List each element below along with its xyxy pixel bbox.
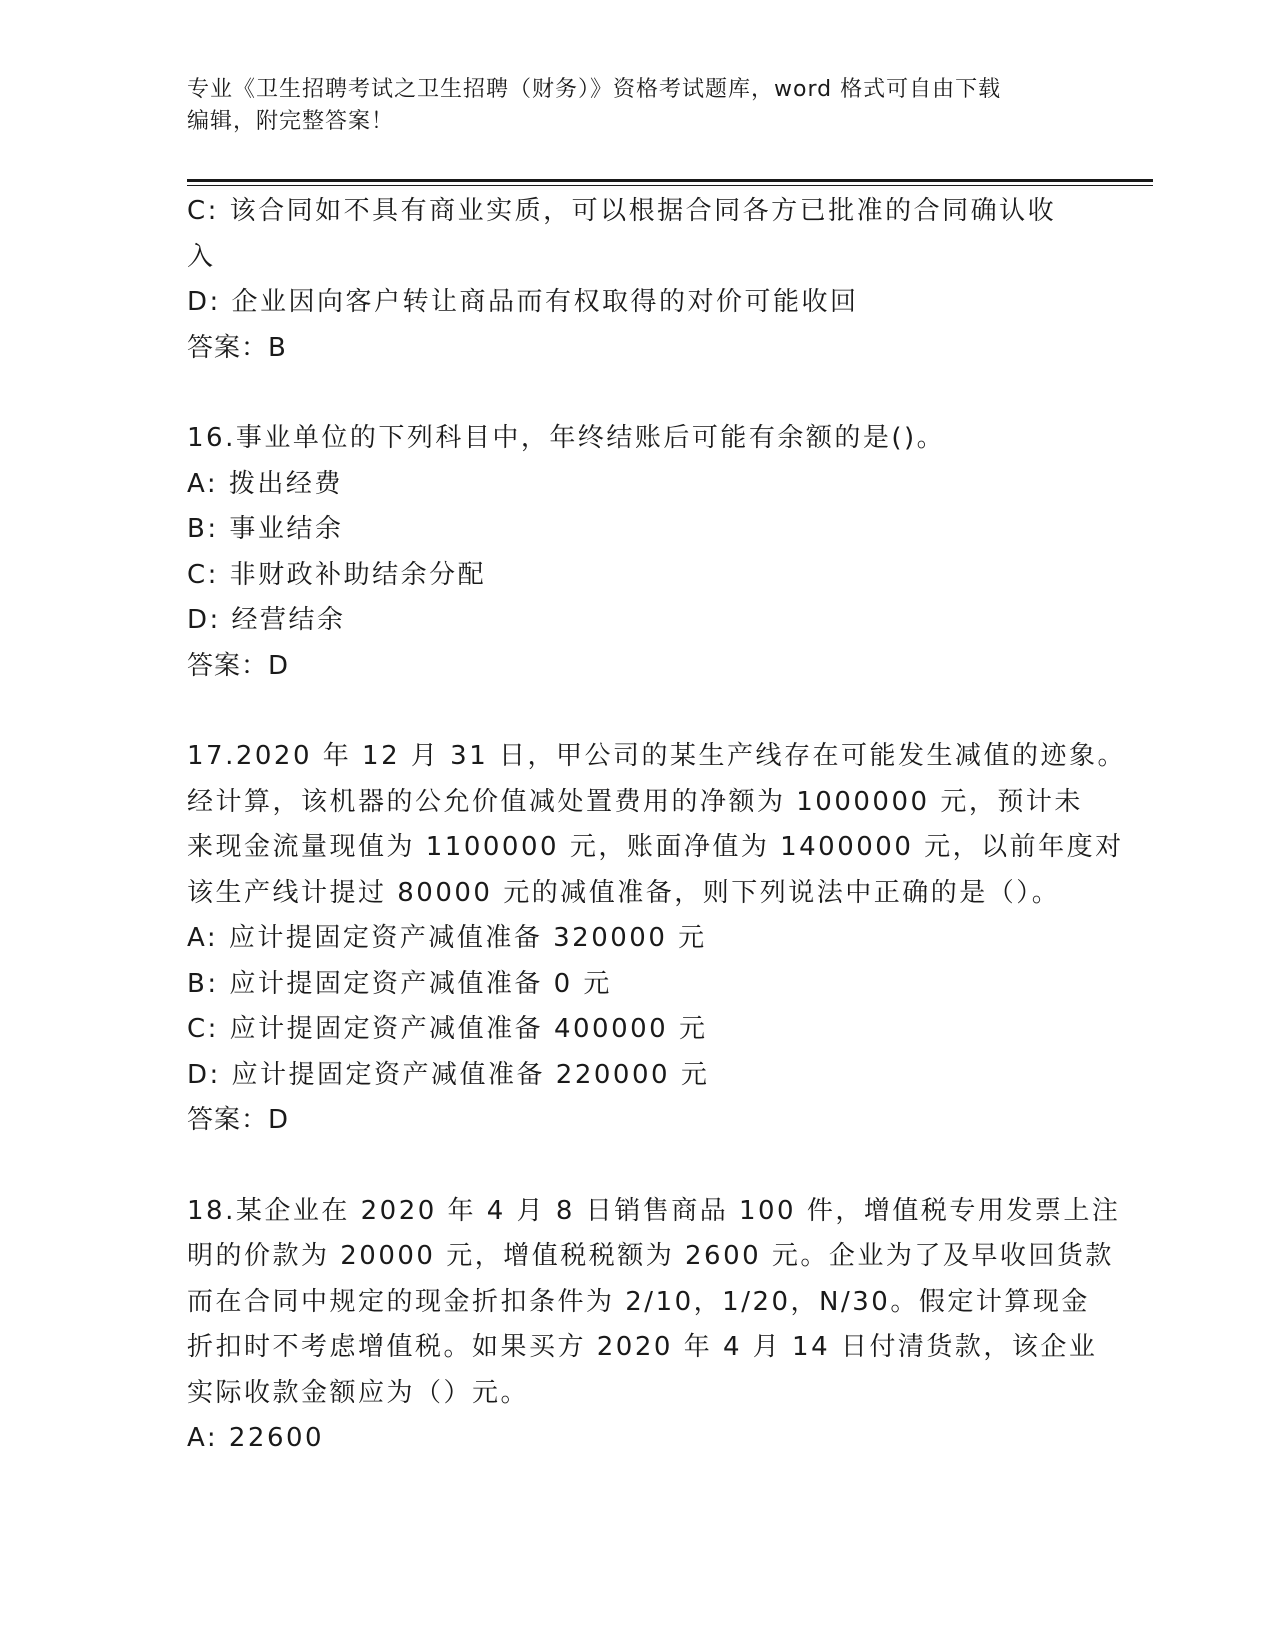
question-stem: 经计算，该机器的公允价值减处置费用的净额为 1000000 元，预计未 [187, 786, 1083, 817]
header-divider-thin [187, 185, 1153, 186]
question-16 [187, 416, 1087, 689]
question-stem: 折扣时不考虑增值税。如果买方 2020 年 4 月 14 日付清货款，该企业 [187, 1332, 1098, 1362]
option-c: C: 非财政补助结余分配 [187, 559, 487, 590]
answer-label: 答案：D [187, 650, 290, 681]
header-line: 编辑，附完整答案！ [187, 109, 395, 134]
option-a: A: 应计提固定资产减值准备 320000 元 [187, 923, 707, 953]
header-line: 专业《卫生招聘考试之卫生招聘（财务）》资格考试题库，word 格式可自由下载 [187, 77, 1002, 102]
question-continued [187, 189, 1087, 371]
document-body [187, 189, 1127, 1462]
option-c: C: 该合同如不具有商业实质，可以根据合同各方已批准的合同确认收 [187, 196, 1057, 226]
question-stem: 该生产线计提过 80000 元的减值准备，则下列说法中正确的是（）。 [187, 877, 1061, 908]
question-stem: 16.事业单位的下列科目中，年终结账后可能有余额的是()。 [187, 423, 946, 453]
question-stem: 而在合同中规定的现金折扣条件为 2/10，1/20，N/30。假定计算现金 [187, 1286, 1090, 1317]
option-a: A: 22600 [187, 1423, 325, 1453]
option-b: B: 事业结余 [187, 514, 344, 544]
question-stem: 17.2020 年 12 月 31 日，甲公司的某生产线存在可能发生减值的迹象。 [187, 741, 1127, 771]
option-a: A: 拨出经费 [187, 468, 343, 499]
question-stem: 18.某企业在 2020 年 4 月 8 日销售商品 100 件，增值税专用发票上注 [187, 1195, 1121, 1226]
option-c-continued: 入 [187, 241, 216, 272]
option-d: D: 企业因向客户转让商品而有权取得的对价可能收回 [187, 287, 859, 317]
answer-label: 答案：D [187, 1105, 290, 1135]
answer-label: 答案：B [187, 332, 287, 363]
header-divider [187, 179, 1153, 182]
option-c: C: 应计提固定资产减值准备 400000 元 [187, 1014, 708, 1044]
question-stem: 实际收款金额应为（）元。 [187, 1377, 530, 1408]
document-header [187, 74, 1067, 138]
question-18 [187, 1189, 1121, 1462]
question-17 [187, 734, 1127, 1144]
option-b: B: 应计提固定资产减值准备 0 元 [187, 968, 612, 999]
option-d: D: 应计提固定资产减值准备 220000 元 [187, 1059, 710, 1090]
question-stem: 来现金流量现值为 1100000 元，账面净值为 1400000 元，以前年度对 [187, 832, 1124, 862]
question-stem: 明的价款为 20000 元，增值税税额为 2600 元。企业为了及早收回货款 [187, 1241, 1114, 1271]
option-d: D: 经营结余 [187, 605, 346, 635]
